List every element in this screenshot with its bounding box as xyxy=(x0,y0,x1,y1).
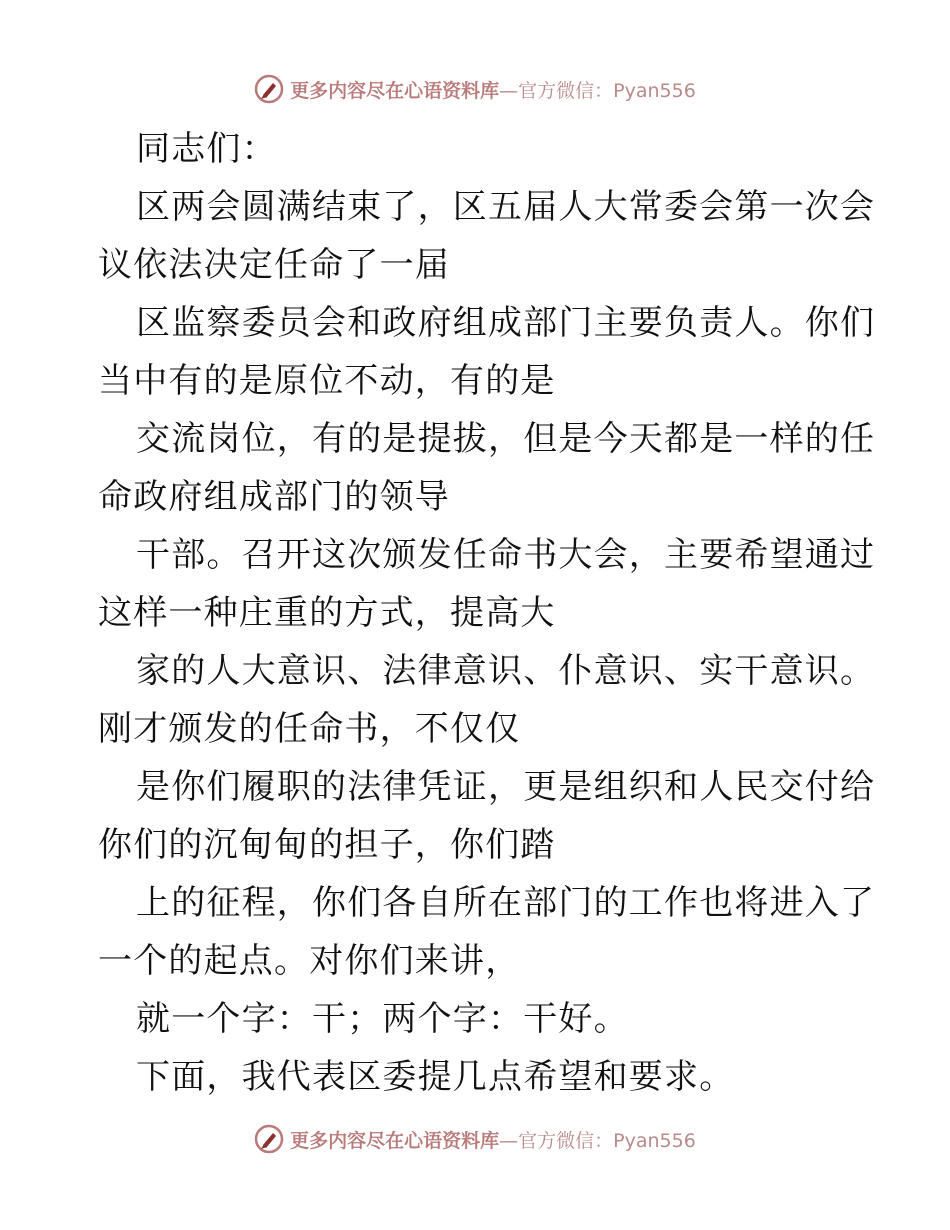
pen-nib-logo-icon xyxy=(254,1124,284,1154)
body-line: 交流岗位，有的是提拔，但是今天都是一样的任 xyxy=(136,419,876,459)
banner-brand-text: 更多内容尽在心语资料库 xyxy=(290,79,500,102)
body-line: 下面，我代表区委提几点希望和要求。 xyxy=(136,1057,735,1097)
body-line: 就一个字：干；两个字：干好。 xyxy=(136,999,629,1039)
body-line: 这样一种庄重的方式，提高大 xyxy=(98,593,556,633)
body-line: 一个的起点。对你们来讲， xyxy=(98,941,521,981)
pen-nib-logo-icon xyxy=(254,74,284,104)
banner-contact-text: —官方微信：Pyan556 xyxy=(499,1129,696,1152)
body-line: 是你们履职的法律凭证，更是组织和人民交付给 xyxy=(136,767,876,807)
salutation-line: 同志们： xyxy=(136,129,277,169)
footer-banner xyxy=(0,1122,950,1156)
body-line: 你们的沉甸甸的担子，你们踏 xyxy=(98,825,556,865)
body-line: 家的人大意识、法律意识、仆意识、实干意识。 xyxy=(136,651,876,691)
body-line: 当中有的是原位不动，有的是 xyxy=(98,361,556,401)
banner-brand-text: 更多内容尽在心语资料库 xyxy=(290,1129,500,1152)
banner-contact-text: —官方微信：Pyan556 xyxy=(499,79,696,102)
header-banner xyxy=(0,72,950,106)
body-line: 议依法决定任命了一届 xyxy=(98,245,450,285)
body-line: 刚才颁发的任命书，不仅仅 xyxy=(98,709,521,749)
body-line: 命政府组成部门的领导 xyxy=(98,477,450,517)
body-line: 上的征程，你们各自所在部门的工作也将进入了 xyxy=(136,883,876,923)
body-line: 干部。召开这次颁发任命书大会，主要希望通过 xyxy=(136,535,876,575)
body-line: 区监察委员会和政府组成部门主要负责人。你们 xyxy=(136,303,876,343)
body-line: 区两会圆满结束了，区五届人大常委会第一次会 xyxy=(136,187,876,227)
document-body xyxy=(98,120,876,1106)
